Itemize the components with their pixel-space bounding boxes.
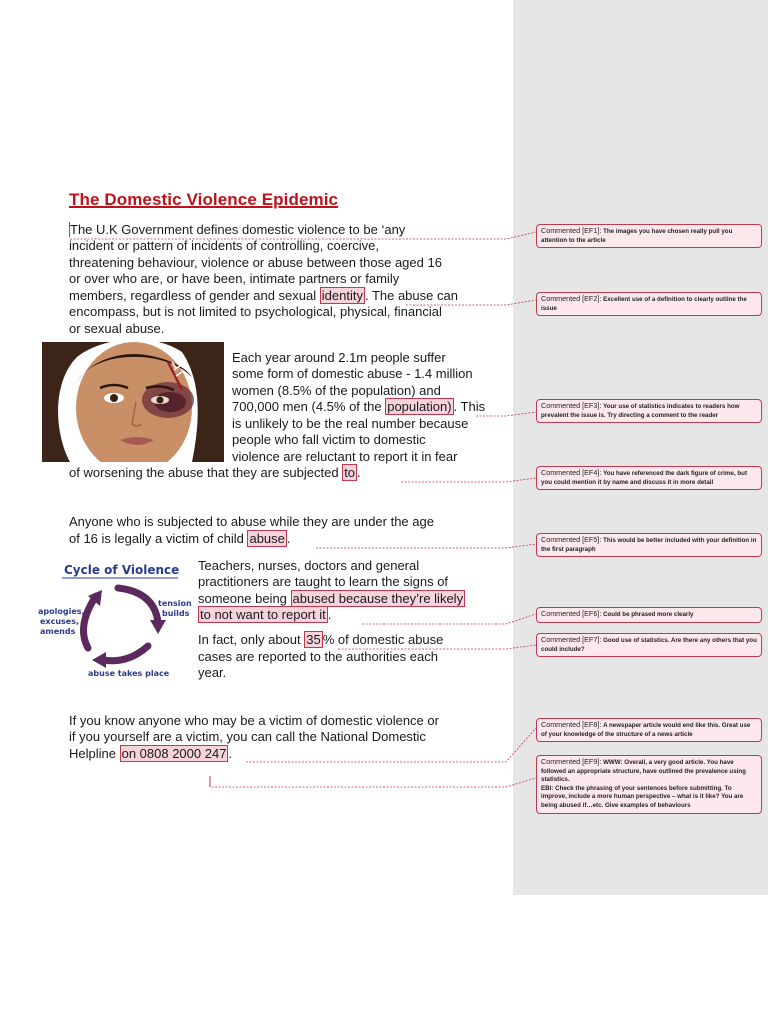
p1-line-7: or sexual abuse.: [69, 321, 165, 336]
arrow-left: [84, 596, 97, 648]
stage-abuse: abuse takes place: [88, 669, 170, 678]
p3-line-1: Anyone who is subjected to abuse while they are under the age: [69, 514, 434, 529]
comment-anchor-ef3[interactable]: population): [387, 399, 452, 414]
p1-line-3: threatening behaviour, violence or abuse between those aged 16: [69, 255, 442, 270]
p2-line-3: women (8.5% of the population) and: [232, 383, 441, 398]
bruised-face-photo: [42, 342, 224, 462]
p6-line-2: if you yourself are a victim, you can call the National Domestic: [69, 729, 426, 744]
comment-anchor-ef5[interactable]: abuse: [249, 531, 285, 546]
stage-tension-1: tension: [158, 599, 191, 608]
comment-anchor-ef8[interactable]: on 0808 2000 247: [121, 746, 227, 761]
cycle-of-violence-graphic: [36, 556, 191, 684]
p2-line-8: of worsening the abuse that they are subjected to .: [69, 465, 361, 480]
cycle-title: Cycle of Violence: [64, 563, 180, 577]
comment-anchor-ef6-cont[interactable]: to not want to report it: [200, 607, 326, 622]
comment-ef5[interactable]: Commented [EF5]: This would be better included with your definition in the first paragraph: [536, 533, 762, 557]
comment-anchor-ef4[interactable]: to: [344, 465, 356, 480]
p1-line-5: members, regardless of gender and sexual identity . The abuse can: [69, 288, 458, 303]
arrow-top: [118, 588, 158, 622]
face-illustration: [42, 342, 224, 462]
p2-line-6: people who fall victim to domestic: [232, 432, 426, 447]
comment-ef3[interactable]: Commented [EF3]: Your use of statistics indicates to readers how prevalent the issue is. Try directing a comment to the reader: [536, 399, 762, 423]
p5-line-1: In fact, only about 35 % of domestic abuse: [198, 632, 444, 647]
p5-line-3: year.: [198, 665, 227, 680]
comment-anchor-ef7[interactable]: 35: [306, 632, 321, 647]
comment-ef1[interactable]: Commented [EF1]: The images you have chosen really pull you attention to the article: [536, 224, 762, 248]
stage-apologies-3: amends: [40, 627, 76, 636]
p1-line-2: incident or pattern of incidents of controlling, coercive,: [69, 238, 380, 253]
p3-line-2: of 16 is legally a victim of child abuse .: [69, 531, 291, 546]
p1-line-4: or over who are, or have been, intimate partners or family: [69, 271, 400, 286]
p2-line-4: 700,000 men (4.5% of the population) . This: [232, 399, 486, 414]
p4-line-1: Teachers, nurses, doctors and general: [198, 558, 420, 573]
p2-line-7: violence are reluctant to report it in fear: [232, 449, 458, 464]
p4-line-2: practitioners are taught to learn the signs of: [198, 574, 449, 589]
comment-ef2[interactable]: Commented [EF2]: Excellent use of a definition to clearly outline the issue: [536, 292, 762, 316]
stage-tension-2: builds: [162, 609, 190, 618]
p2-line-1: Each year around 2.1m people suffer: [232, 350, 446, 365]
comment-ef8[interactable]: Commented [EF8]: A newspaper article would end like this. Great use of your knowledge of the structure of a news article: [536, 718, 762, 742]
comment-ef9[interactable]: Commented [EF9]: WWW: Overall, a very good article. You have followed an appropriate structure, have outlined the prevalence using statistics. EBI: Check the phrasing of your sentences before submitting. To improve, include a more human perspective – what is it like? You are being abused if…etc. Give examples of behaviours: [536, 755, 762, 814]
arrow-bottom: [104, 646, 148, 661]
article-title: The Domestic Violence Epidemic: [69, 190, 339, 209]
comment-ef4[interactable]: Commented [EF4]: You have referenced the dark figure of crime, but you could mention it by name and discuss it in more detail: [536, 466, 762, 490]
p4-line-3: someone being abused because they’re likely: [198, 591, 464, 606]
comment-anchor-ef6[interactable]: abused because they’re likely: [292, 591, 464, 606]
p1-line-6: encompass, but is not limited to psychological, physical, financial: [69, 304, 442, 319]
comment-ef6[interactable]: Commented [EF6]: Could be phrased more clearly: [536, 607, 762, 623]
p1-line-1: The U.K Government defines domestic violence to be ‘any: [70, 222, 406, 237]
comment-anchor-ef1[interactable]: T: [70, 222, 78, 237]
p2-line-5: is unlikely to be the real number because: [232, 416, 469, 431]
stage-apologies-2: excuses,: [40, 617, 80, 626]
comment-anchor-ef2[interactable]: identity: [321, 288, 363, 303]
p5-line-2: cases are reported to the authorities each: [198, 649, 438, 664]
p6-line-3: Helpline on 0808 2000 247 .: [69, 746, 233, 761]
comment-ef7[interactable]: Commented [EF7]: Good use of statistics. Are there any others that you could include?: [536, 633, 762, 657]
p2-line-2: some form of domestic abuse - 1.4 million: [232, 366, 473, 381]
p4-line-4: to not want to report it .: [200, 607, 332, 622]
stage-apologies-1: apologies,: [38, 607, 85, 616]
p6-line-1: If you know anyone who may be a victim of domestic violence or: [69, 713, 439, 728]
